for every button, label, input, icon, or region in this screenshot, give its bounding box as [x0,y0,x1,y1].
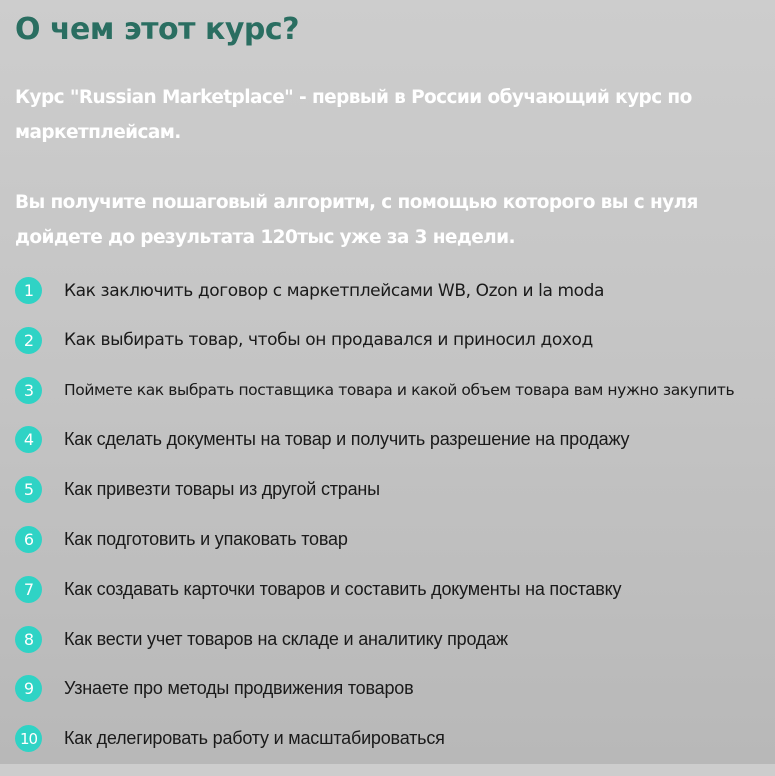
course-topics-list [15,278,734,776]
list-item-text: Как делегировать работу и масштабироваться [64,728,445,749]
list-item-text: Как привезти товары из другой страны [64,479,380,500]
number-badge: 1 [15,277,42,304]
section-title: О чем этот курс? [15,12,300,47]
list-item [15,477,734,502]
list-item [15,726,734,751]
number-badge: 10 [15,725,42,752]
number-badge: 8 [15,626,42,653]
number-badge: 4 [15,426,42,453]
list-item-text: Как вести учет товаров на складе и аналитику продаж [64,628,508,649]
list-item [15,527,734,552]
number-badge: 2 [15,327,42,354]
list-item-text: Как выбирать товар, чтобы он продавался и приносил доход [64,330,593,351]
list-item [15,627,734,652]
number-badge: 7 [15,576,42,603]
list-item-text: Как сделать документы на товар и получить разрешение на продажу [64,429,630,450]
list-item [15,577,734,602]
number-badge: 5 [15,476,42,503]
list-item [15,676,734,701]
list-item-text: Как подготовить и упаковать товар [64,528,348,549]
intro-paragraph-1: Курс "Russian Marketplace" - первый в России обучающий курс по маркетплейсам. [15,87,692,143]
list-item [15,278,734,303]
list-item [15,378,734,403]
intro-paragraph-2: Вы получите пошаговый алгоритм, с помощью которого вы с нуля дойдете до результата 120тыс уже за 3 недели. [15,192,698,248]
number-badge: 6 [15,526,42,553]
list-item-text: Поймете как выбрать поставщика товара и какой объем товара вам нужно закупить [64,381,735,400]
number-badge: 3 [15,377,42,404]
number-badge: 9 [15,675,42,702]
list-item [15,427,734,452]
list-item [15,328,734,353]
intro-block [15,80,760,255]
list-item-text: Как создавать карточки товаров и составить документы на поставку [64,578,622,599]
list-item-text: Узнаете про методы продвижения товаров [64,678,414,699]
list-item-text: Как заключить договор с маркетплейсами WB, Ozon и la moda [64,280,605,301]
